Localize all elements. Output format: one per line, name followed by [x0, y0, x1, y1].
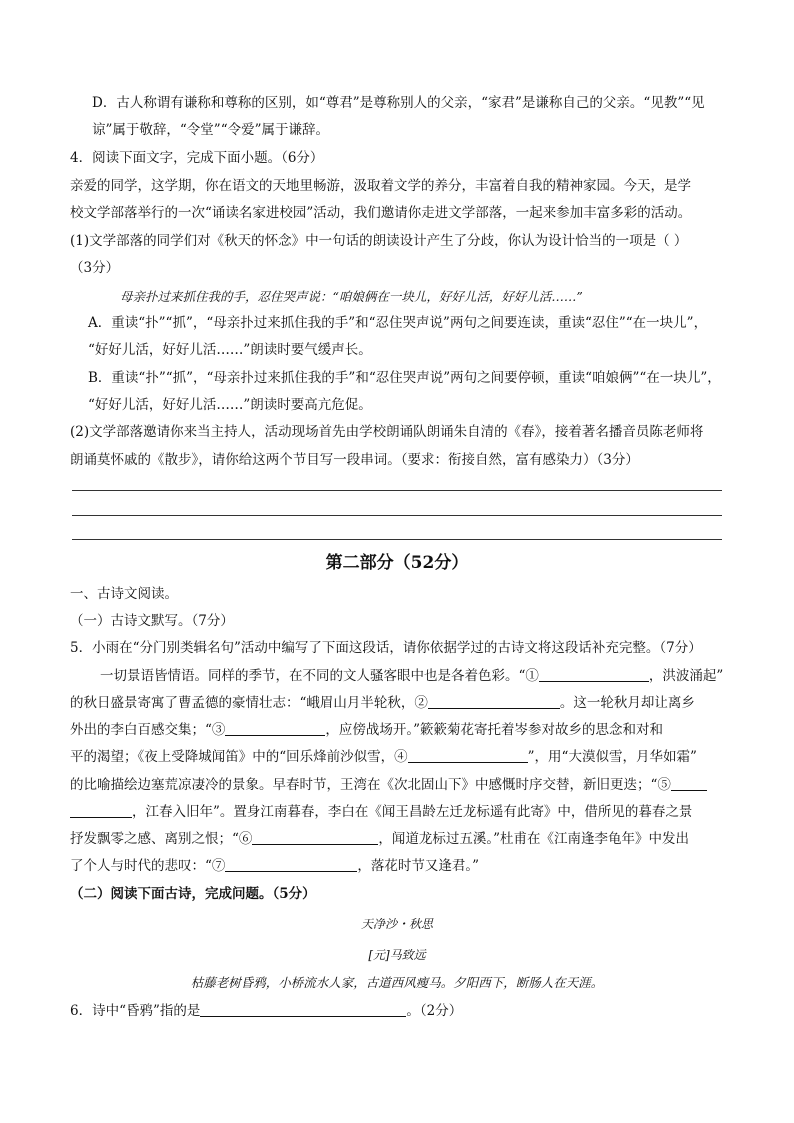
q5-para-line5	[70, 775, 724, 795]
q5-para-line2	[70, 693, 724, 713]
blank-4[interactable]	[408, 748, 528, 763]
q4-sub1-line2: （3分）	[70, 260, 120, 276]
q4-option-a-line2: “好好儿活，好好儿活……”朗读时要气缓声长。	[88, 342, 372, 358]
q5-text: 的秋日盛景寄寓了曹孟德的豪情壮志：“峨眉山月半轮秋，②	[70, 695, 428, 711]
q4-option-b-line1: B．重读“扑”“抓”，“母亲扑过来抓住我的手”和“忍住哭声说”两句之间要停顿，重读“咱娘俩”“在一块儿”，	[88, 370, 721, 386]
q5-text: 平的渴望；《夜上受降城闻笛》中的“回乐烽前沙似雪，④	[70, 749, 408, 765]
q4-intro-line1: 亲爱的同学，这学期，你在语文的天地里畅游，汲取着文学的养分，丰富着自我的精神家园。今天，是学	[70, 178, 691, 194]
q5-text: ，江春入旧年”。置身江南暮春，李白在《闻王昌龄左迁龙标遥有此寄》中，借所见的暮春之景	[132, 804, 693, 820]
answer-line-2[interactable]	[72, 515, 722, 516]
q3-option-d-line2: 谅”属于敬辞，“令堂”“令爱”属于谦辞。	[92, 122, 330, 138]
poem-text: 枯藤老树昏鸦，小桥流水人家，古道西风瘦马。夕阳西下，断肠人在天涯。	[190, 975, 604, 990]
answer-line-3[interactable]	[72, 539, 722, 540]
q5-para-line8	[70, 856, 724, 876]
q6-answer-blank[interactable]	[200, 1002, 406, 1017]
q4-quote: 母亲扑过来抓住我的手，忍住哭声说：“咱娘俩在一块儿，好好儿活，好好儿活……”	[120, 289, 583, 304]
blank-5b[interactable]	[70, 803, 132, 818]
poem-author: [元]马致远	[368, 948, 426, 962]
q6-text: 。（2分）	[406, 1003, 463, 1019]
part2-title: 第二部分（52分）	[325, 553, 469, 573]
q4-sub2-line1: (2)文学部落邀请你来当主持人，活动现场首先由学校朗诵队朗诵朱自清的《春》，接着著名播音员陈老师将	[70, 424, 704, 440]
q5-para-line6	[70, 802, 724, 822]
subsection2-heading: （二）阅读下面古诗，完成问题。（5分）	[70, 886, 316, 902]
q5-para-line1	[100, 666, 724, 686]
poem-title: 天净沙・秋思	[360, 917, 433, 931]
blank-2[interactable]	[428, 694, 560, 709]
blank-6[interactable]	[252, 830, 378, 845]
q5-text: 的比喻描绘边塞荒凉凄冷的景象。早春时节，王湾在《次北固山下》中感慨时序交替，新旧更迭；“⑤	[70, 777, 671, 793]
q5-para-line3	[70, 720, 724, 740]
blank-1[interactable]	[539, 667, 649, 682]
q5-text: 了个人与时代的悲叹：“⑦	[70, 858, 226, 874]
q4-sub1-line1: (1)文学部落的同学们对《秋天的怀念》中一句话的朗读设计产生了分歧，你认为设计恰当的一项是（ ）	[70, 233, 688, 249]
q4-option-b-line2: “好好儿活，好好儿活……”朗读时要高亢危促。	[88, 397, 372, 413]
q5-para-line7	[70, 829, 724, 849]
q5-text: ，闻道龙标过五溪。”杜甫在《江南逢李龟年》中发出	[378, 831, 690, 847]
q3-option-d-line1: D．古人称谓有谦称和尊称的区别，如“尊君”是尊称别人的父亲，“家君”是谦称自己的父亲。“见教”“见	[92, 95, 705, 111]
q4-option-a-line1: A．重读“扑”“抓”，“母亲扑过来抓住我的手”和“忍住哭声说”两句之间要连读，重读“忍住”“在一块儿”，	[88, 315, 708, 331]
q5-para-line4	[70, 747, 724, 767]
q5-text: 外出的李白百感交集；“③	[70, 722, 226, 738]
subsection1-heading: （一）古诗文默写。（7分）	[70, 613, 234, 629]
q5-text: 一切景语皆情语。同样的季节，在不同的文人骚客眼中也是各着色彩。“①	[100, 668, 539, 684]
q4-sub2-line2: 朗诵莫怀戚的《散步》，请你给这两个节目写一段串词。（要求：衔接自然，富有感染力）（3分）	[70, 452, 639, 468]
q4-header: 4．阅读下面文字，完成下面小题。（6分）	[70, 150, 324, 166]
q6-text: 6．诗中“昏鸦”指的是	[70, 1003, 201, 1019]
q5-text: ，应傍战场开。”簌簌菊花寄托着岑参对故乡的思念和对和	[325, 722, 664, 738]
q5-text: 抒发飘零之感、离别之恨；“⑥	[70, 831, 253, 847]
answer-line-1[interactable]	[72, 490, 722, 491]
q5-text: ”，用“大漠似雪，月华如霜”	[527, 749, 697, 765]
blank-7[interactable]	[225, 857, 357, 872]
q4-intro-line2: 校文学部落举行的一次“诵读名家进校园”活动，我们邀请你走进文学部落，一起来参加丰富多彩的活动。	[70, 205, 692, 221]
blank-3[interactable]	[225, 721, 325, 736]
q5-text: ，落花时节又逢君。”	[357, 858, 480, 874]
q5-header: 5．小雨在“分门别类辑名句”活动中编写了下面这段话，请你依据学过的古诗文将这段话补充完整。（7分）	[70, 640, 702, 656]
q6-line	[70, 1001, 724, 1021]
blank-5a[interactable]	[671, 776, 707, 791]
q5-text: 。这一轮秋月却让离乡	[559, 695, 695, 711]
q5-text: ，洪波涌起”	[648, 668, 724, 684]
section1-heading: 一、古诗文阅读。	[70, 586, 178, 602]
